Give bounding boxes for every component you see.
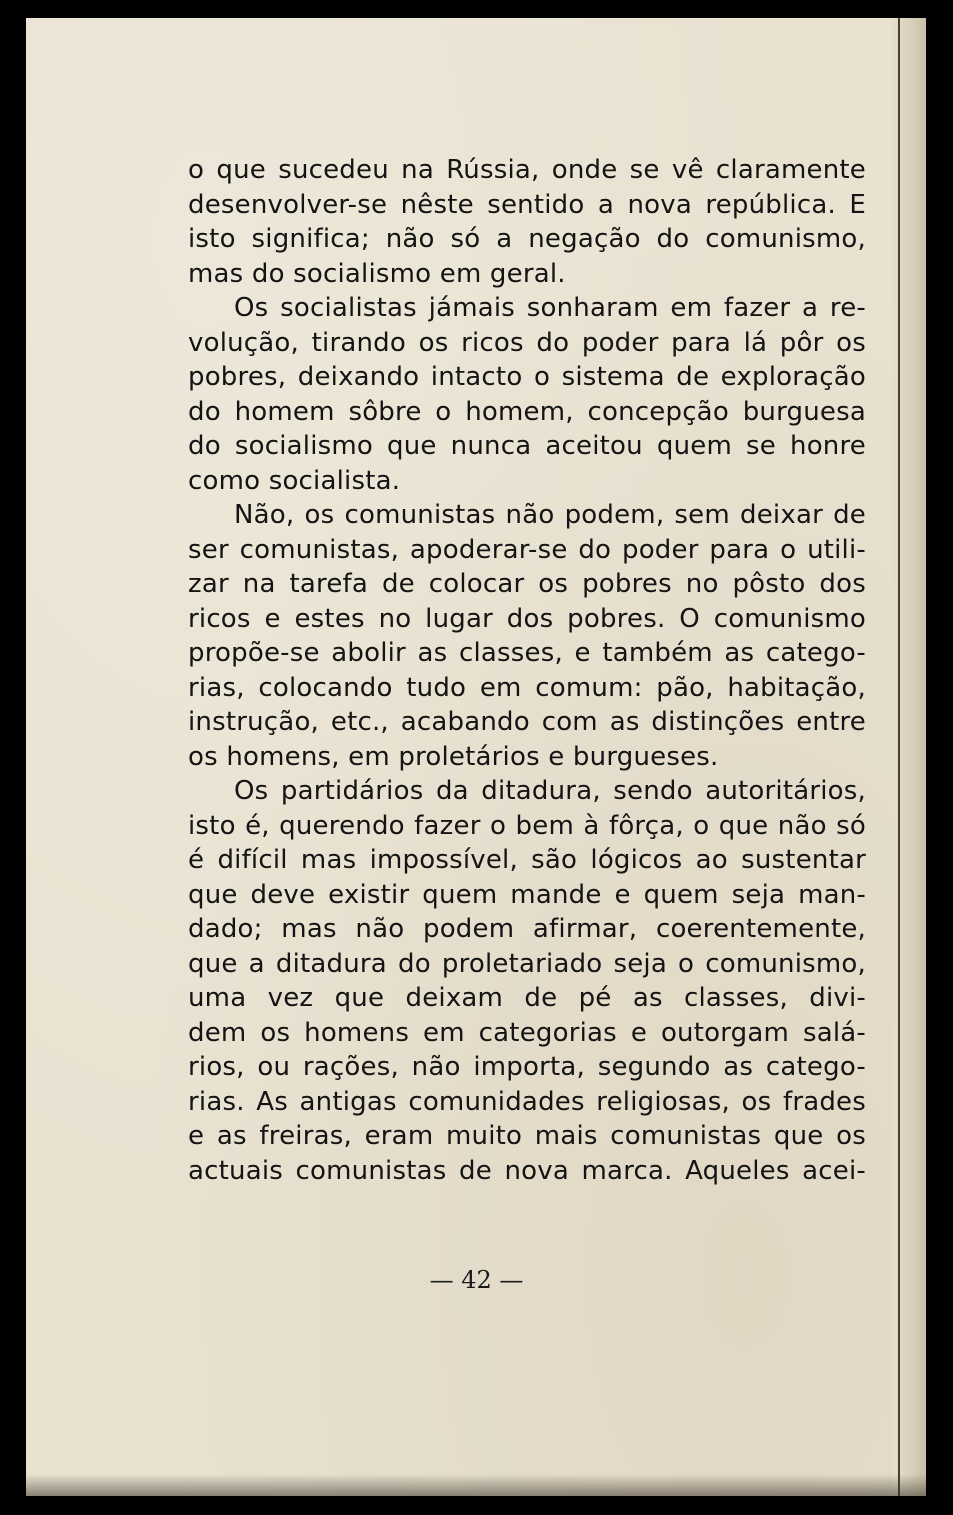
text-line: isto significa; não só a negação do comunismo, [188,224,866,254]
text-line: do socialismo que nunca aceitou quem se honre [188,431,866,461]
text-line: isto é, querendo fazer o bem à fôrça, o que não só [188,810,866,841]
text-line: propõe-se abolir as classes, e também as catego- [188,638,866,668]
text-line: ser comunistas, apoderar-se do poder para o utili- [188,534,866,565]
text-line: os homens, em proletários e burgueses. [188,741,719,772]
text-line: rias, colocando tudo em comum: pão, habitação, [188,672,866,703]
text-line: actuais comunistas de nova marca. Aqueles acei- [188,1155,866,1186]
text-line: Não, os comunistas não podem, sem deixar de [234,500,866,530]
text-line: uma vez que deixam de pé as classes, divi- [188,983,866,1013]
page-bottom-shadow [26,1474,926,1496]
body-text [188,153,866,1188]
text-line: mas do socialismo em geral. [188,258,566,289]
text-line: e as freiras, eram muito mais comunistas que os [188,1121,866,1151]
text-line: ricos e estes no lugar dos pobres. O comunismo [188,603,866,634]
text-line: instrução, etc., acabando com as distinções entre [188,707,866,737]
text-line: do homem sôbre o homem, concepção burguesa [188,396,866,427]
text-line: rias. As antigas comunidades religiosas, os frades [188,1086,866,1117]
text-line: Os socialistas jámais sonharam em fazer a re- [234,293,866,323]
text-line: que a ditadura do proletariado seja o comunismo, [188,948,866,979]
text-line: desenvolver-se nêste sentido a nova república. E [188,189,866,220]
text-line: é difícil mas impossível, são lógicos ao sustentar [188,845,866,875]
text-line: pobres, deixando intacto o sistema de exploração [188,362,866,392]
text-line: como socialista. [188,465,401,496]
page-number [0,1266,953,1294]
text-line: volução, tirando os ricos do poder para lá pôr os [188,327,866,358]
text-line: dado; mas não podem afirmar, coerentemente, [188,914,866,944]
text-line: zar na tarefa de colocar os pobres no pôsto dos [188,569,866,599]
text-line: o que sucedeu na Rússia, onde se vê claramente [188,155,866,185]
text-line: rios, ou rações, não importa, segundo as catego- [188,1052,866,1082]
page-number-label: — 42 — [429,1266,524,1294]
text-line: Os partidários da ditadura, sendo autoritários, [234,776,866,806]
text-line: dem os homens em categorias e outorgam salá- [188,1017,866,1048]
text-line: que deve existir quem mande e quem seja man- [188,879,866,910]
